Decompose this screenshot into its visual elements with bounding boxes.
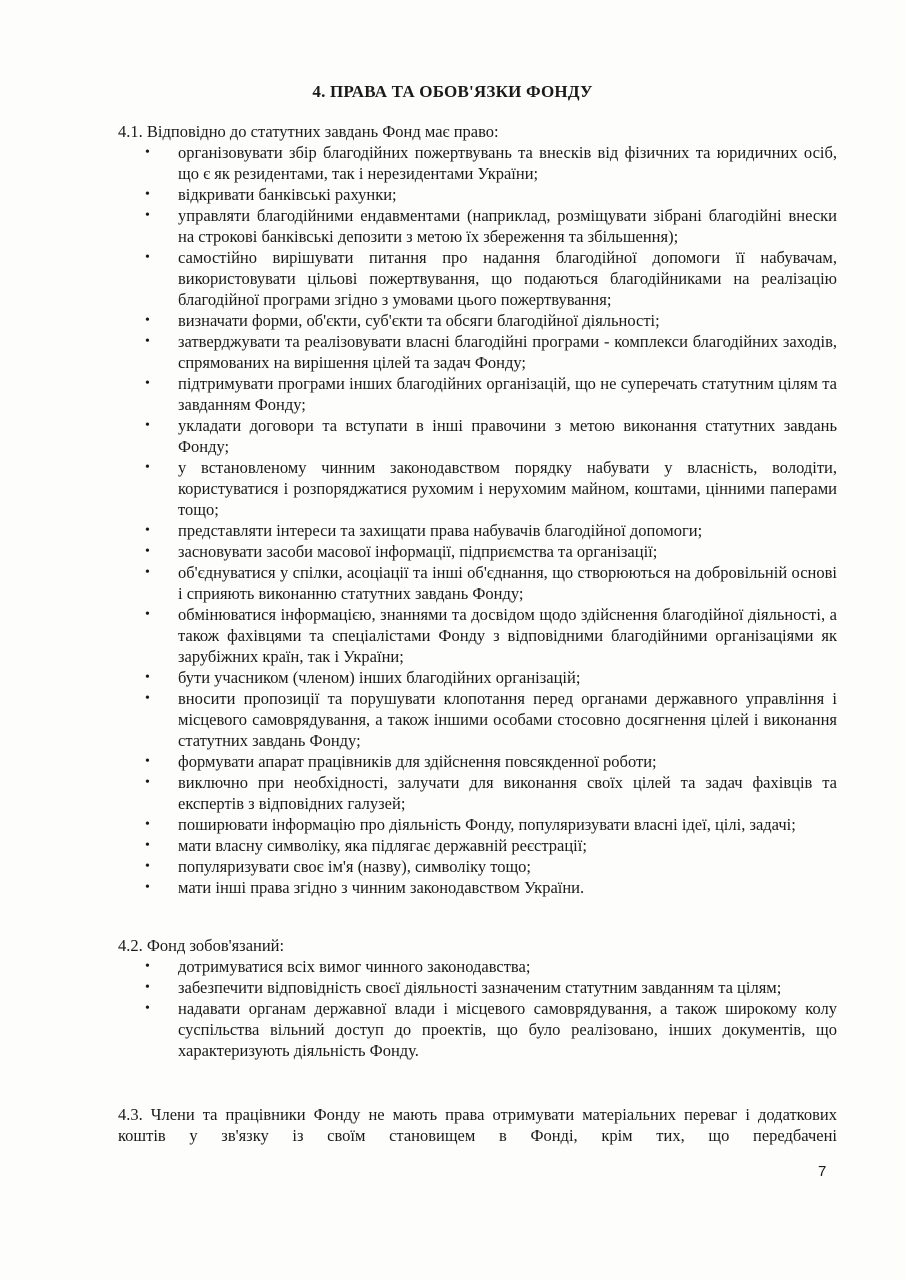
list-item-text: підтримувати програми інших благодійних організацій, що не суперечать статутним цілям та завданням Фонду; xyxy=(178,374,837,414)
list-item-text: укладати договори та вступати в інші правочини з метою виконання статутних завдань Фонду; xyxy=(178,416,837,456)
section-4-2-heading: 4.2. Фонд зобов'язаний: xyxy=(118,936,285,955)
bullet-icon: • xyxy=(145,959,150,974)
obligations-list xyxy=(145,956,837,1061)
rights-list-item xyxy=(145,856,837,877)
bullet-icon: • xyxy=(145,523,150,538)
list-item-text: формувати апарат працівників для здійснення повсякденної роботи; xyxy=(178,752,657,771)
section-4-3-paragraph: 4.3. Члени та працівники Фонду не мають права отримувати матеріальних переваг і додаткових коштів у зв'язку із своїм становищем в Фонді, крім тих, що передбачені xyxy=(118,1105,837,1145)
bullet-icon: • xyxy=(145,565,150,580)
section-4-1-heading: 4.1. Відповідно до статутних завдань Фонд має право: xyxy=(118,122,499,141)
rights-list-item xyxy=(145,373,837,415)
bullet-icon: • xyxy=(145,817,150,832)
bullet-icon: • xyxy=(145,187,150,202)
section-title: 4. ПРАВА ТА ОБОВ'ЯЗКИ ФОНДУ xyxy=(312,82,593,101)
rights-list xyxy=(145,142,837,898)
obligations-list-item xyxy=(145,956,837,977)
list-item-text: бути учасником (членом) інших благодійних організацій; xyxy=(178,668,581,687)
bullet-icon: • xyxy=(145,145,150,160)
rights-list-item xyxy=(145,667,837,688)
bullet-icon: • xyxy=(145,250,150,265)
list-item-text: управляти благодійними ендавментами (наприклад, розміщувати зібрані благодійні внески на строкові банківські депозити з метою їх збереження та збільшення); xyxy=(178,206,837,246)
bullet-icon: • xyxy=(145,313,150,328)
bullet-icon: • xyxy=(145,880,150,895)
list-item-text: дотримуватися всіх вимог чинного законодавства; xyxy=(178,957,531,976)
bullet-icon: • xyxy=(145,1001,150,1016)
list-item-text: забезпечити відповідність своєї діяльності зазначеним статутним завданням та цілям; xyxy=(178,978,782,997)
list-item-text: мати інші права згідно з чинним законодавством України. xyxy=(178,878,585,897)
obligations-list-item xyxy=(145,977,837,998)
list-item-text: виключно при необхідності, залучати для виконання своїх цілей та задач фахівців та експертів з відповідних галузей; xyxy=(178,773,837,813)
rights-list-item xyxy=(145,604,837,667)
list-item-text: затверджувати та реалізовувати власні благодійні програми - комплекси благодійних заходів, спрямованих на вирішення цілей та задач Фонду; xyxy=(178,332,837,372)
list-item-text: організовувати збір благодійних пожертвувань та внесків від фізичних та юридичних осіб, що є як резидентами, так і нерезидентами України; xyxy=(178,143,837,183)
list-item-text: об'єднуватися у спілки, асоціації та інші об'єднання, що створюються на добровільній основі і сприяють виконанню статутних завдань Фонду; xyxy=(178,563,837,603)
bullet-icon: • xyxy=(145,460,150,475)
list-item-text: представляти інтереси та захищати права набувачів благодійної допомоги; xyxy=(178,521,703,540)
bullet-icon: • xyxy=(145,208,150,223)
list-item-text: відкривати банківські рахунки; xyxy=(178,185,397,204)
page-number: 7 xyxy=(818,1163,827,1180)
rights-list-item xyxy=(145,877,837,898)
rights-list-item xyxy=(145,772,837,814)
list-item-text: у встановленому чинним законодавством порядку набувати у власність, володіти, користуватися і розпоряджатися рухомим і нерухомим майном, коштами, цінними паперами тощо; xyxy=(178,458,837,519)
rights-list-item xyxy=(145,310,837,331)
rights-list-item xyxy=(145,520,837,541)
list-item-text: популяризувати своє ім'я (назву), символіку тощо; xyxy=(178,857,532,876)
rights-list-item xyxy=(145,688,837,751)
list-item-text: самостійно вирішувати питання про надання благодійної допомоги її набувачам, використовувати цільові пожертвування, що подаються благодійниками на реалізацію благодійної програми згідно з умовами цього пожертвування; xyxy=(178,248,837,309)
rights-list-item xyxy=(145,415,837,457)
list-item-text: засновувати засоби масової інформації, підприємства та організації; xyxy=(178,542,658,561)
bullet-icon: • xyxy=(145,754,150,769)
bullet-icon: • xyxy=(145,376,150,391)
list-item-text: вносити пропозиції та порушувати клопотання перед органами державного управління і місцевого самоврядування, а також іншими особами стосовно досягнення цілей і виконання статутних завдань Фонду; xyxy=(178,689,837,750)
bullet-icon: • xyxy=(145,691,150,706)
bullet-icon: • xyxy=(145,544,150,559)
list-item-text: мати власну символіку, яка підлягає державній реєстрації; xyxy=(178,836,587,855)
bullet-icon: • xyxy=(145,334,150,349)
list-item-text: надавати органам державної влади і місцевого самоврядування, а також широкому колу суспільства вільний доступ до проектів, що було реалізовано, інших документів, що характеризують діяльність Фонду. xyxy=(178,999,837,1060)
list-item-text: обмінюватися інформацією, знаннями та досвідом щодо здійснення благодійної діяльності, а також фахівцями та спеціалістами Фонду з відповідними благодійними організаціями як зарубіжних країн, так і України; xyxy=(178,605,837,666)
rights-list-item xyxy=(145,562,837,604)
bullet-icon: • xyxy=(145,980,150,995)
rights-list-item xyxy=(145,205,837,247)
rights-list-item xyxy=(145,142,837,184)
bullet-icon: • xyxy=(145,670,150,685)
bullet-icon: • xyxy=(145,775,150,790)
bullet-icon: • xyxy=(145,859,150,874)
list-item-text: визначати форми, об'єкти, суб'єкти та обсяги благодійної діяльності; xyxy=(178,311,660,330)
rights-list-item xyxy=(145,814,837,835)
obligations-list-item xyxy=(145,998,837,1061)
bullet-icon: • xyxy=(145,838,150,853)
bullet-icon: • xyxy=(145,418,150,433)
bullet-icon: • xyxy=(145,607,150,622)
rights-list-item xyxy=(145,184,837,205)
rights-list-item xyxy=(145,835,837,856)
rights-list-item xyxy=(145,751,837,772)
rights-list-item xyxy=(145,331,837,373)
list-item-text: поширювати інформацію про діяльність Фонду, популяризувати власні ідеї, цілі, задачі; xyxy=(178,815,796,834)
rights-list-item xyxy=(145,247,837,310)
rights-list-item xyxy=(145,457,837,520)
rights-list-item xyxy=(145,541,837,562)
